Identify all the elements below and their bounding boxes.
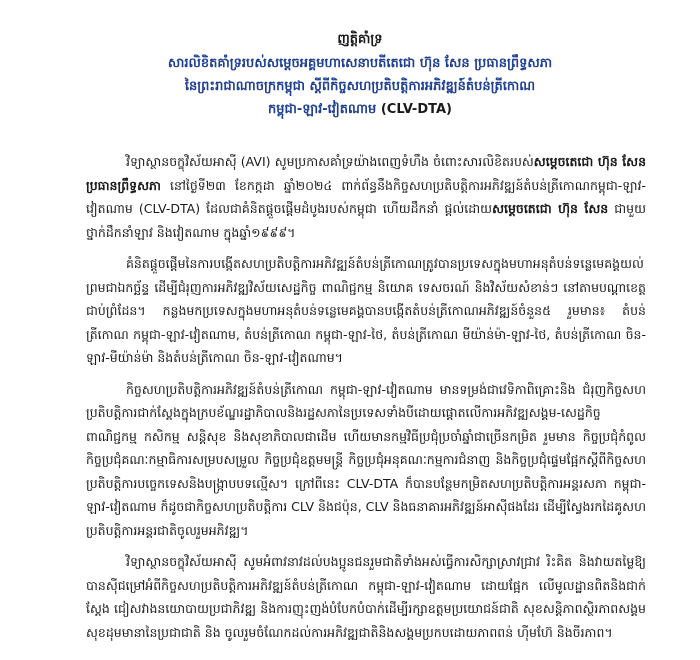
headline-line-1: សារលិខិតគាំទ្ររបស់សម្តេចអគ្គមហាសេនាបតីតេជោ ហ៊ុន សែន ប្រធានព្រឹទ្ធសភា	[167, 56, 553, 71]
headline	[80, 52, 640, 121]
title-block	[80, 30, 640, 121]
paragraph-1	[86, 150, 646, 244]
paragraph-1-bold-name: សម្តេចតេជោ ហ៊ុន សែន ប្រធានព្រឹទ្ធសភា	[86, 154, 646, 193]
paragraph-2: គំនិតផ្តួចផ្តើមនៃការបង្កើតសហប្រតិបត្តិការអភិវឌ្ឍន៍តំបន់ត្រីកោណត្រូវបានប្រទេសក្នុងមហាអនុតំបន់ទន្លេមេគង្គយល់ព្រមជាឯកច្ឆ័ន្ទ ដើម្បីជំរុញការអភិវឌ្ឍវិស័យសេដ្ឋកិច្ច ពាណិជ្ជកម្ម និយោគ ទេសចរណ៍ និងវិស័យសំខាន់ៗ នៅតាមបណ្តាខេត្តជាប់ព្រំដែន។ កន្លងមកប្រទេសក្នុងមហាអនុតំបន់ទន្លេមេគង្គបានបង្កើតតំបន់ត្រីកោណអភិវឌ្ឍន៍ចំនួន៥ រួមមាន៖ តំបន់ត្រីកោណ កម្ពុជា-ឡាវ-វៀតណាម, តំបន់ត្រីកោណ កម្ពុជា-ឡាវ-ថៃ, តំបន់ត្រីកោណ មីយ៉ាន់ម៉ា-ឡាវ-ថៃ, តំបន់ត្រីកោណ ចិន-ឡាវ-មីយ៉ាន់ម៉ា និងតំបន់ត្រីកោណ ចិន-ឡាវ-វៀតណាម។	[86, 256, 646, 365]
paragraph-4: វិទ្យាស្ថានចក្ខុវិស័យអាស៊ី សូមអំពាវនាវដល់បងប្អូនជនរួមជាតិទាំងអស់ធ្វើការសិក្សាស្រាវជ្រាវ រិះគិត និងវាយតម្លៃឱ្យបានស៊ីជម្រៅអំពីកិច្ចសហប្រតិបត្តិការអភិវឌ្ឍន៍តំបន់ត្រីកោណ កម្ពុជា-ឡាវ-វៀតណាម ដោយផ្អែក លើមូលដ្ឋានពិតនិងជាក់ស្តែង ជៀសវាងនយោបាយប្រជាភិវឌ្ឍ និងការញុះញង់បំបែកបំបាក់ដើម្បីរក្សាឧត្តមប្រយោជន៍ជាតិ សុខសន្តិភាពស្ថិរភាពសង្គម សុខដុមមានានៃប្រជាជាតិ និង ចូលរួមចំណែកដល់ការអភិវឌ្ឍជាតិនិងសង្គមប្រកបដោយភាពពន់ ហ៊ីមហ៊ែ និងចីរភាព។	[86, 554, 646, 640]
document-type: ញត្តិគាំទ្រ	[337, 32, 383, 47]
document-body	[86, 150, 646, 652]
headline-line-3: កម្ពុជា-ឡាវ-វៀតណាម	[268, 102, 377, 117]
headline-line-2: នៃព្រះរាជាណាចក្រកម្ពុជា ស្តីពីកិច្ចសហប្រតិបត្តិការអភិវឌ្ឍន៍តំបន់ត្រីកោណ	[184, 79, 536, 94]
paragraph-1-a: វិទ្យាស្ថានចក្ខុវិស័យអាស៊ី (AVI) សូមប្រកាសគាំទ្រយ៉ាងពេញទំហឹង ចំពោះសារលិខិតរបស់	[126, 154, 534, 169]
paragraph-3: កិច្ចសហប្រតិបត្តិការអភិវឌ្ឍន៍តំបន់ត្រីកោណ កម្ពុជា-ឡាវ-វៀតណាម មានទម្រង់ជាវេទិកាពិគ្រោះនិង ជំរុញកិច្ចសហប្រតិបត្តិការជាក់ស្តែងក្នុងក្របខ័ណ្ឌរដ្ឋាភិបាលនិងរដ្ឋសភានៃប្រទេសទាំងបីដោយផ្តោតលើការអភិវឌ្ឍសង្គម-សេដ្ឋកិច្ច ពាណិជ្ជកម្ម កសិកម្ម សន្តិសុខ និងសុខាភិបាលជាដើម ហើយមានកម្មវិធីប្រជុំប្រចាំឆ្នាំជាច្រើនកម្រិត រួមមាន កិច្ចប្រជុំកំពូល កិច្ចប្រជុំគណៈកម្មាធិការសម្របសម្រួល កិច្ចប្រជុំឧត្តមមន្ត្រី កិច្ចប្រជុំអនុគណៈកម្មការជំនាញ និងកិច្ចប្រជុំផ្ទេមផ្អែកស្តីពីកិច្ចសហប្រតិបត្តិការបច្ចេកទេសនិងបង្ក្រាបបទល្មើស។ ក្រៅពីនេះ CLV-DTA ក៏បានបន្ថែមកម្រិតសហប្រតិបត្តិការអន្តរសភា កម្ពុជា-ឡាវ-វៀតណាម ក៏ដូចជាកិច្ចសហប្រតិបត្តិការ CLV និងជប៉ុន, CLV និងធនាគារអភិវឌ្ឍន៍អាស៊ីផងដែរ ដើម្បីស្វែងរកដៃគូសហប្រតិបត្តិការអន្តរជាតិចូលរួមអភិវឌ្ឍ។	[86, 381, 646, 538]
paragraph-1-c: នៅថ្ងៃទី២៣ ខែកក្កដា ឆ្នាំ២០២៤ ពាក់ព័ន្ធនឹងកិច្ចសហប្រតិបត្តិការអភិវឌ្ឍន៍តំបន់ត្រីកោណកម្ពុជា-ឡាវ-វៀតណាម (CLV-DTA) ដែលជាគំនិតផ្តួចផ្តើមដំបូងរបស់កម្ពុជា ហើយដឹកនាំ ផ្តល់ដោយ	[86, 177, 646, 216]
paragraph-1-e: ជាមួយថ្នាក់ដឹកនាំឡាវ និងវៀតណាម ក្នុងឆ្នាំ១៩៩៩។	[86, 201, 646, 240]
paragraph-1-bold-name-2: សម្តេចតេជោ ហ៊ុន សែន	[492, 201, 609, 216]
headline-acronym: (CLV-DTA)	[380, 102, 452, 117]
